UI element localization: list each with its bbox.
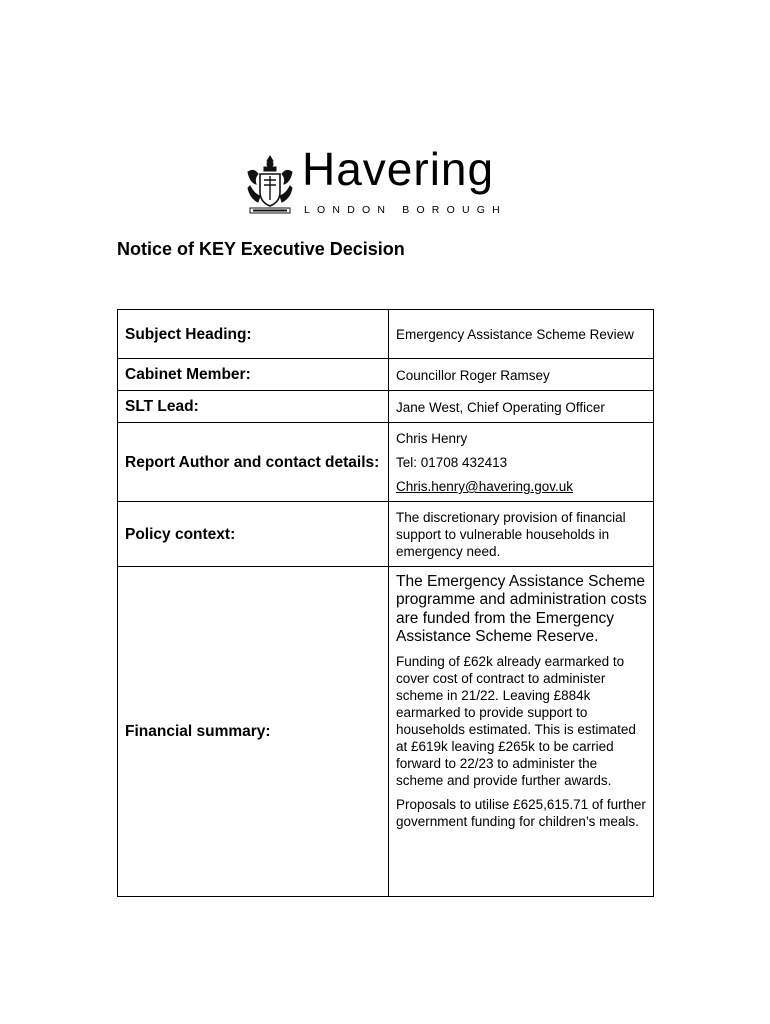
table-row	[118, 423, 654, 502]
table-row	[118, 359, 654, 391]
financial-summary-paragraph: The Emergency Assistance Scheme programme and administration costs are funded from the Emergency Assistance Scheme Reserve.	[396, 573, 647, 645]
subject-heading-value: Emergency Assistance Scheme Review	[389, 310, 654, 359]
table-row	[118, 310, 654, 359]
author-email-link[interactable]: Chris.henry@havering.gov.uk	[396, 479, 574, 494]
table-row	[118, 391, 654, 423]
logo-subtitle: LONDON BOROUGH	[304, 204, 507, 216]
slt-lead-value: Jane West, Chief Operating Officer	[389, 391, 654, 423]
author-name: Chris Henry	[396, 431, 468, 446]
cabinet-member-value: Councillor Roger Ramsey	[389, 359, 654, 391]
page-title: Notice of KEY Executive Decision	[117, 239, 405, 259]
coat-of-arms-icon	[240, 154, 300, 218]
financial-summary-paragraph: Funding of £62k already earmarked to cover cost of contract to administer scheme in 21/22. Leaving £884k earmarked to provide support to households estimated. This is estimated at £619k leaving £265k to be carried forward to 22/23 to administer the scheme and provide further awards.	[396, 654, 636, 789]
logo-wordmark: Havering	[302, 143, 495, 195]
financial-summary-paragraph: Proposals to utilise £625,615.71 of further government funding for children’s meals.	[396, 797, 646, 830]
havering-logo	[240, 143, 530, 222]
table-row	[118, 502, 654, 567]
report-author-value	[389, 423, 654, 502]
decision-table	[117, 309, 654, 897]
financial-summary-value	[389, 567, 654, 897]
slt-lead-label: SLT Lead:	[118, 391, 389, 423]
report-author-label: Report Author and contact details:	[118, 423, 389, 502]
author-telephone: Tel: 01708 432413	[396, 455, 508, 470]
table-row	[118, 567, 654, 897]
policy-context-value: The discretionary provision of financial support to vulnerable households in emergency need.	[389, 502, 654, 567]
subject-heading-label: Subject Heading:	[118, 310, 389, 359]
policy-context-label: Policy context:	[118, 502, 389, 567]
cabinet-member-label: Cabinet Member:	[118, 359, 389, 391]
financial-summary-label: Financial summary:	[118, 567, 389, 897]
